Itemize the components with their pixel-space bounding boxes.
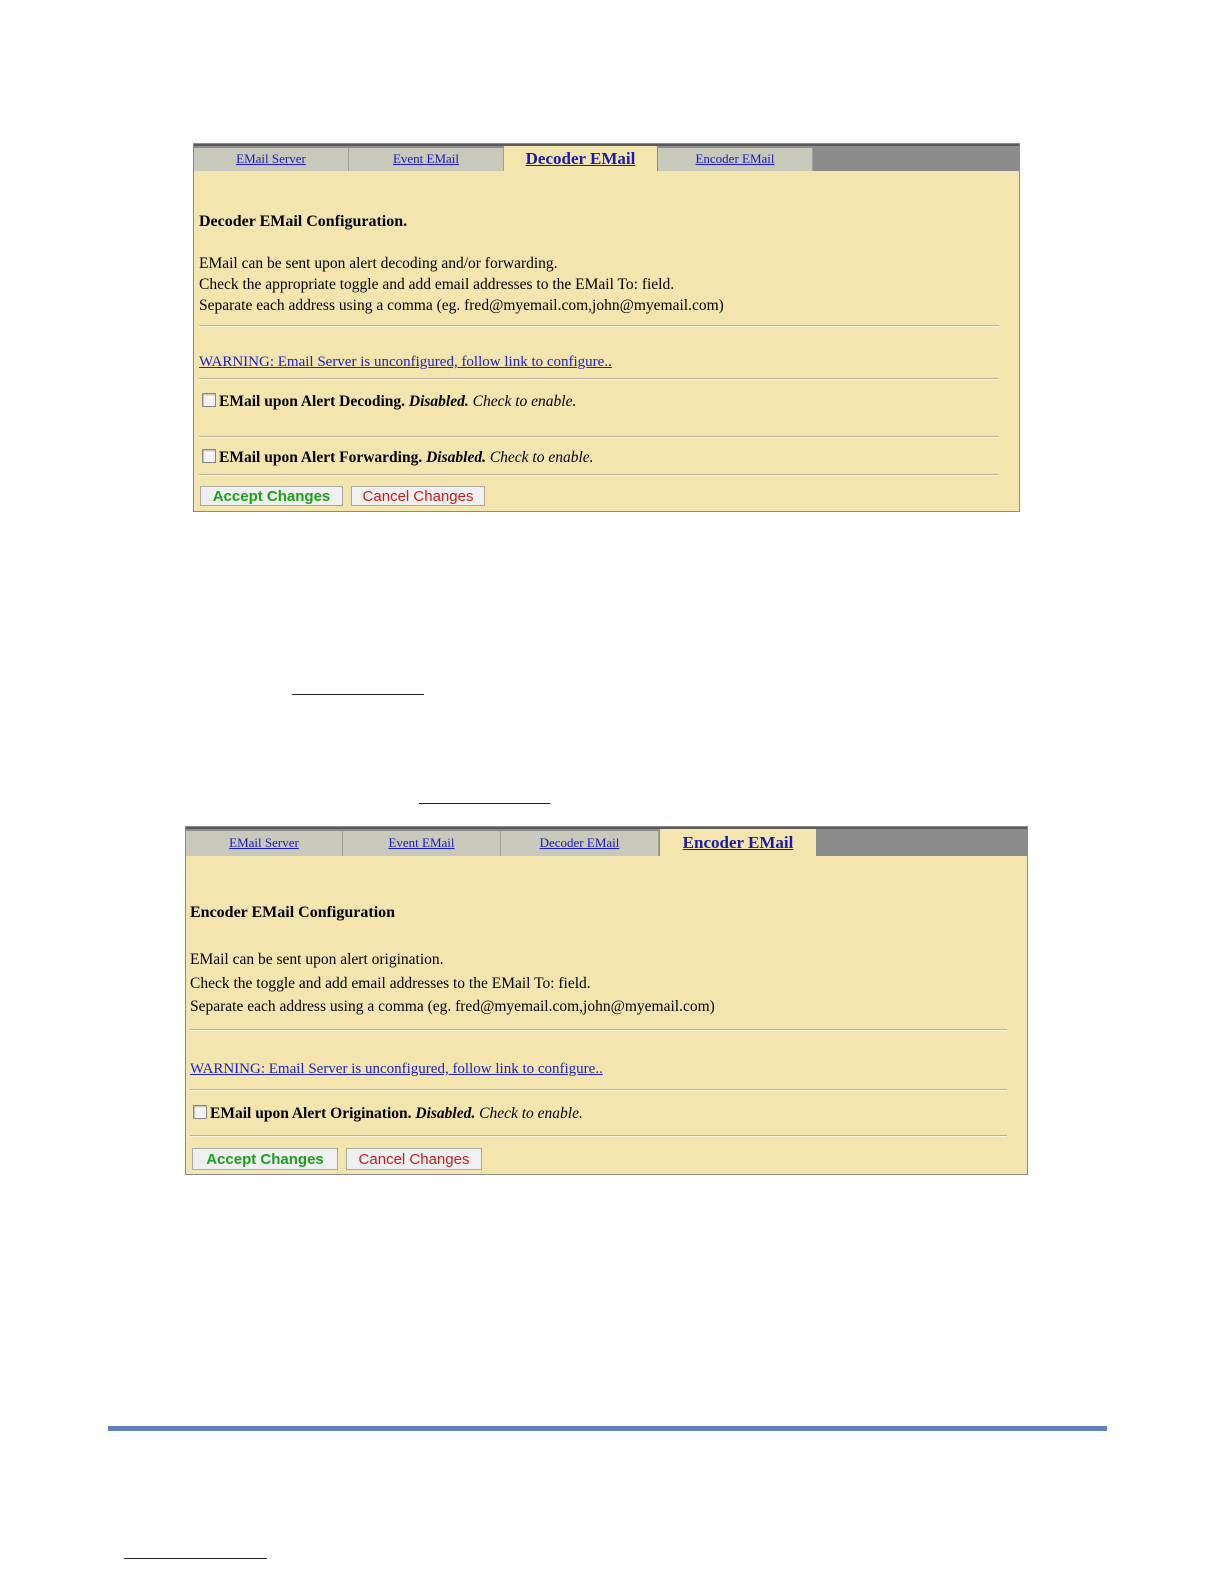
blank-line: [292, 694, 424, 695]
tab-encoder-email-link[interactable]: Encoder EMail: [682, 833, 794, 852]
footer-blank-line: [124, 1558, 267, 1559]
option-label: EMail upon Alert Decoding.: [219, 393, 406, 410]
panel-title: Decoder EMail Configuration.: [199, 213, 408, 230]
description-line-3: Separate each address using a comma (eg. fred@myemail.com,john@myemail.com): [199, 297, 724, 314]
description-line-2: Check the appropriate toggle and add email addresses to the EMail To: field.: [199, 276, 675, 293]
accept-changes-button[interactable]: Accept Changes: [200, 486, 343, 506]
option-label: EMail upon Alert Forwarding.: [219, 449, 423, 466]
divider: [199, 325, 999, 327]
tab-event-email-link[interactable]: Event EMail: [392, 151, 460, 166]
panel-title: Encoder EMail Configuration: [190, 904, 396, 921]
option-hint: Check to enable.: [489, 449, 594, 466]
divider: [190, 1089, 1007, 1091]
option-status: Disabled.: [408, 393, 469, 410]
description-line-3: Separate each address using a comma (eg. fred@myemail.com,john@myemail.com): [190, 998, 715, 1015]
decoder-email-panel: [193, 143, 1020, 512]
divider: [199, 436, 999, 438]
cancel-changes-button[interactable]: Cancel Changes: [346, 1148, 482, 1170]
tab-encoder-email[interactable]: [660, 829, 816, 856]
warning-link[interactable]: WARNING: Email Server is unconfigured, follow link to configure..: [199, 354, 612, 370]
tab-encoder-email[interactable]: [658, 148, 813, 171]
option-label: EMail upon Alert Origination.: [210, 1105, 412, 1122]
option-hint: Check to enable.: [479, 1105, 583, 1122]
tab-bar: [194, 144, 1019, 171]
tab-event-email[interactable]: [349, 148, 504, 171]
tab-email-server[interactable]: [186, 831, 343, 856]
divider: [190, 1029, 1007, 1031]
tab-email-server-link[interactable]: EMail Server: [229, 835, 299, 850]
tab-decoder-email-link[interactable]: Decoder EMail: [525, 149, 636, 168]
tab-event-email-link[interactable]: Event EMail: [388, 835, 455, 850]
option-alert-decoding: [202, 393, 576, 411]
option-alert-forwarding: [202, 449, 594, 467]
description-line-1: EMail can be sent upon alert origination.: [190, 951, 444, 968]
tab-decoder-email[interactable]: [504, 146, 657, 171]
divider: [199, 474, 999, 476]
alert-decoding-checkbox[interactable]: [202, 393, 216, 407]
tab-bar: [186, 827, 1027, 856]
footer-divider: [108, 1426, 1107, 1431]
tab-decoder-email[interactable]: [501, 831, 659, 856]
option-status: Disabled.: [415, 1105, 476, 1122]
warning-link[interactable]: WARNING: Email Server is unconfigured, follow link to configure..: [190, 1061, 603, 1077]
divider: [199, 378, 999, 380]
option-hint: Check to enable.: [472, 393, 577, 410]
cancel-changes-button[interactable]: Cancel Changes: [351, 486, 485, 506]
alert-forwarding-checkbox[interactable]: [202, 449, 216, 463]
description-line-2: Check the toggle and add email addresses to the EMail To: field.: [190, 975, 591, 992]
description-line-1: EMail can be sent upon alert decoding and/or forwarding.: [199, 255, 558, 272]
accept-changes-button[interactable]: Accept Changes: [192, 1148, 338, 1170]
tab-email-server-link[interactable]: EMail Server: [236, 151, 306, 166]
option-status: Disabled.: [426, 449, 486, 466]
tab-decoder-email-link[interactable]: Decoder EMail: [539, 835, 620, 850]
encoder-email-panel: [185, 826, 1028, 1175]
tab-event-email[interactable]: [343, 831, 501, 856]
divider: [190, 1135, 1007, 1137]
option-alert-origination: [193, 1105, 583, 1123]
alert-origination-checkbox[interactable]: [193, 1105, 207, 1119]
tab-email-server[interactable]: [194, 148, 349, 171]
tab-encoder-email-link[interactable]: Encoder EMail: [695, 151, 775, 166]
blank-line: [419, 803, 550, 804]
